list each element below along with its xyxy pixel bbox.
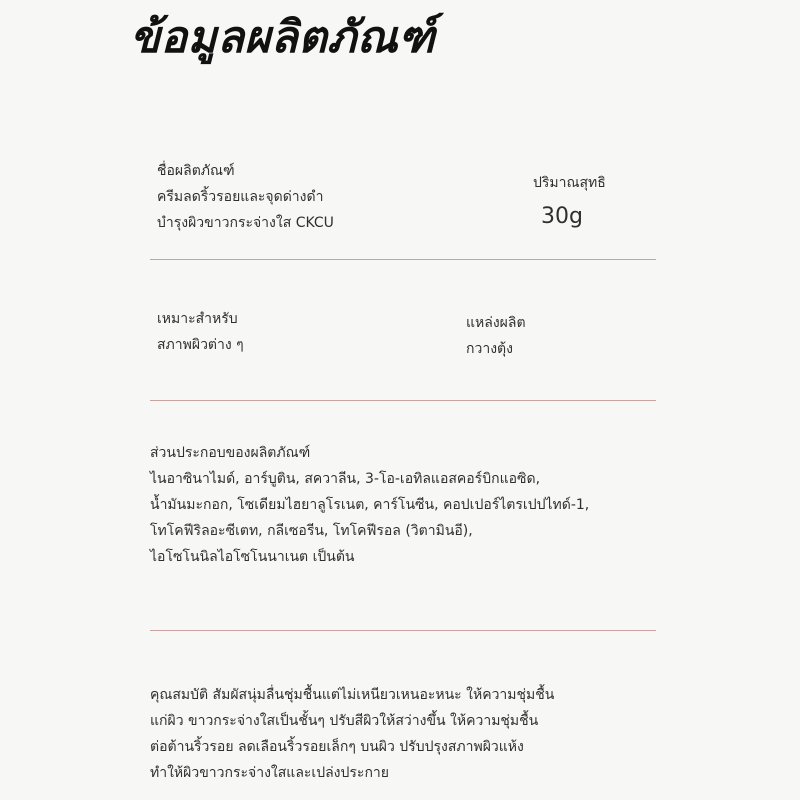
features-line: ต่อต้านริ้วรอย ลดเลือนริ้วรอยเล็กๆ บนผิว ปรับปรุงสภาพผิวแห้ง — [150, 739, 524, 755]
product-name-block — [157, 158, 334, 236]
net-quantity-value: 30g — [541, 204, 583, 229]
product-name-line2: บำรุงผิวขาวกระจ่างใส CKCU — [157, 215, 334, 231]
ingredients-line: ไอโซโนนิลไอโซโนนาเนต เป็นต้น — [150, 549, 355, 565]
origin-label: แหล่งผลิต — [466, 315, 526, 331]
divider — [150, 630, 656, 631]
ingredients-line: น้ำมันมะกอก, โซเดียมไฮยาลูโรเนต, คาร์โนซีน, คอปเปอร์ไตรเปปไทด์-1, — [150, 497, 590, 513]
suitability-value: สภาพผิวต่าง ๆ — [157, 337, 244, 353]
features-block — [150, 682, 554, 786]
suitability-block — [157, 306, 244, 358]
divider — [150, 400, 656, 401]
ingredients-block — [150, 440, 589, 570]
divider — [150, 259, 656, 260]
features-line: คุณสมบัติ สัมผัสนุ่มลื่นชุ่มชื้นแต่ไม่เหนียวเหนอะหนะ ให้ความชุ่มชื้น — [150, 687, 555, 703]
suitability-label: เหมาะสำหรับ — [157, 311, 238, 327]
features-line: ทำให้ผิวขาวกระจ่างใสและเปล่งประกาย — [150, 765, 389, 781]
ingredients-label: ส่วนประกอบของผลิตภัณฑ์ — [150, 445, 311, 461]
net-quantity-label: ปริมาณสุทธิ — [533, 175, 606, 191]
ingredients-line: ไนอาซินาไมด์, อาร์บูติน, สควาลีน, 3-โอ-เอทิลแอสคอร์บิกแอซิด, — [150, 471, 541, 487]
product-name-line1: ครีมลดริ้วรอยและจุดด่างดำ — [157, 189, 324, 205]
product-name-label: ชื่อผลิตภัณฑ์ — [157, 163, 235, 179]
net-quantity-block — [533, 170, 606, 232]
origin-block — [466, 310, 526, 362]
ingredients-line: โทโคฟีริลอะซีเตท, กลีเซอรีน, โทโคฟีรอล (วิตามินอี), — [150, 523, 473, 539]
features-line: แก่ผิว ขาวกระจ่างใสเป็นชั้นๆ ปรับสีผิวให้สว่างขึ้น ให้ความชุ่มชื้น — [150, 713, 539, 729]
page-title: ข้อมูลผลิตภัณฑ์ — [130, 12, 436, 63]
origin-value: กวางตุ้ง — [466, 341, 513, 357]
